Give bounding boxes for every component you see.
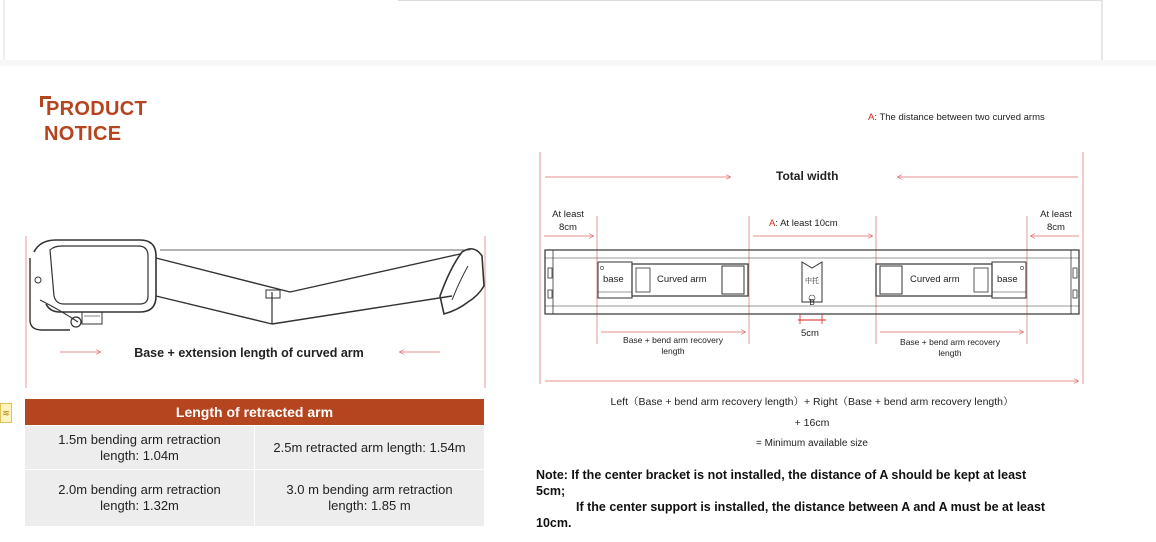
recovery-right-line-1: Base + bend arm recovery bbox=[900, 337, 1000, 347]
recovery-left-line-2: length bbox=[661, 346, 685, 356]
curved-arm-left-label: Curved arm bbox=[657, 274, 707, 285]
table-cell: 1.5m bending arm retraction length: 1.04m bbox=[25, 426, 254, 469]
note-line-2: If the center support is installed, the distance between A and A must be at least 10cm. bbox=[536, 500, 1046, 530]
recovery-left-label bbox=[605, 335, 741, 357]
a-distance-text: : At least 10cm bbox=[775, 218, 838, 229]
table-cell: 2.5m retracted arm length: 1.54m bbox=[255, 426, 484, 469]
formula-line-2: + 16cm bbox=[794, 417, 830, 429]
center-bracket-b: B bbox=[809, 298, 815, 307]
curved-arm-caption: Base + extension length of curved arm bbox=[134, 346, 364, 360]
at-least-right-label bbox=[1034, 208, 1078, 234]
curved-arm-right-label: Curved arm bbox=[910, 274, 960, 285]
logo-line-2: NOTICE bbox=[44, 123, 122, 145]
a-letter: A bbox=[769, 218, 776, 229]
installation-note bbox=[536, 467, 1056, 531]
at-least-right-line-1: At least bbox=[1040, 209, 1072, 220]
at-least-left-line-2: 8cm bbox=[559, 222, 577, 233]
note-line-1: Note: If the center bracket is not installed, the distance of A should be kept at least 5cm; bbox=[536, 468, 1027, 498]
sidebar-tab-icon[interactable]: ≋ bbox=[0, 403, 12, 423]
legend-a bbox=[868, 111, 1045, 124]
retracted-arm-table bbox=[25, 399, 484, 526]
recovery-right-label bbox=[882, 337, 1018, 359]
five-cm-label: 5cm bbox=[801, 328, 819, 339]
total-width-label: Total width bbox=[776, 169, 839, 183]
table-row bbox=[25, 426, 484, 469]
recovery-right-line-2: length bbox=[938, 348, 962, 358]
at-least-left-label bbox=[546, 208, 590, 234]
at-least-left-line-1: At least bbox=[552, 209, 584, 220]
logo-line-1: PRODUCT bbox=[46, 98, 147, 120]
legend-a-text: : The distance between two curved arms bbox=[874, 112, 1045, 123]
table-cell: 3.0 m bending arm retraction length: 1.85 m bbox=[255, 470, 484, 526]
center-bracket-label: 中托 bbox=[805, 278, 819, 285]
curved-arm-side-drawing bbox=[26, 236, 485, 388]
formula-line-1: Left（Base + bend arm recovery length）+ Right（Base + bend arm recovery length） bbox=[610, 396, 1014, 408]
table-title: Length of retracted arm bbox=[25, 399, 484, 425]
base-right-label: base bbox=[997, 274, 1018, 285]
formula-line-3: = Minimum available size bbox=[756, 438, 868, 449]
at-least-right-line-2: 8cm bbox=[1047, 222, 1065, 233]
a-distance-label bbox=[769, 217, 838, 230]
base-left-label: base bbox=[603, 274, 624, 285]
table-cell: 2.0m bending arm retraction length: 1.32m bbox=[25, 470, 254, 526]
recovery-left-line-1: Base + bend arm recovery bbox=[623, 335, 723, 345]
legend-a-letter: A bbox=[868, 112, 875, 123]
table-row bbox=[25, 470, 484, 526]
